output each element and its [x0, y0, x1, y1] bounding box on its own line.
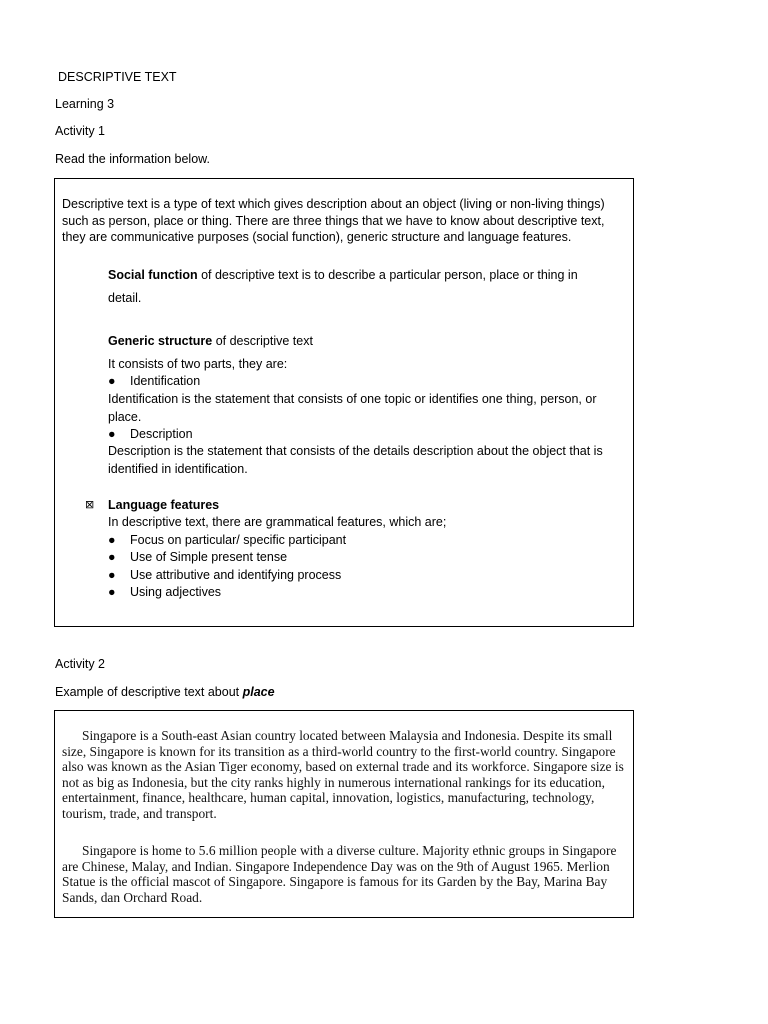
social-function-heading: Social function: [108, 268, 198, 282]
description-label: Description: [130, 427, 193, 441]
paragraph-1-text: Singapore is a South-east Asian country located between Malaysia and Indonesia. Despite its small size, Singapore is known for its transition as a third-world country to the first-world country. Singapore also was known as the Asian Tiger economy, based on external trade and its workforce. Singapore size is not as big as Indonesia, but the city ranks highly in numerous international rankings for its education, entertainment, finance, healthcare, human capital, innovation, logistics, manufacturing, technology, tourism, trade, and transport.: [62, 728, 624, 821]
language-features-intro: In descriptive text, there are grammatical features, which are;: [108, 515, 447, 529]
activity-1-label: Activity 1: [55, 124, 106, 138]
generic-structure-text: of descriptive text: [212, 334, 313, 348]
language-features-heading: Language features: [108, 498, 220, 512]
bullet-icon: ●: [108, 568, 116, 582]
language-feature-item: Use of Simple present tense: [130, 550, 288, 564]
example-caption: [55, 685, 275, 699]
info-box: [54, 178, 634, 627]
identification-description: Identification is the statement that consists of one topic or identifies one thing, person, or place.: [108, 392, 597, 424]
list-item: [108, 532, 346, 550]
generic-structure-section: [108, 333, 628, 351]
identification-label: Identification: [130, 374, 201, 388]
example-paragraph-2: [62, 843, 628, 905]
description-description: Description is the statement that consists of the details description about the object that is identified in identification.: [108, 444, 603, 476]
list-item: [108, 567, 341, 585]
instruction-text: Read the information below.: [55, 152, 210, 166]
activity-2-label: Activity 2: [55, 657, 106, 671]
example-paragraph-1: [62, 728, 628, 821]
checkbox-icon: [85, 335, 97, 347]
intro-paragraph: Descriptive text is a type of text which gives description about an object (living or non-living things) such as person, place or thing. There are three things that we have to know about descriptive text, they are communicative purposes (social function), generic structure and language features.: [62, 197, 605, 244]
social-function-text-continued: detail.: [108, 291, 142, 305]
language-feature-item: Focus on particular/ specific participant: [130, 533, 347, 547]
example-box: [54, 710, 634, 918]
generic-structure-heading: Generic structure: [108, 334, 213, 348]
language-feature-item: Using adjectives: [130, 585, 222, 599]
bullet-icon: ●: [108, 533, 116, 547]
paragraph-2-text: Singapore is home to 5.6 million people with a diverse culture. Majority ethnic groups in Singapore are Chinese, Malay, and Indian. Singapore Independence Day was on the 9th of August 1965. Merlion Statue is the official mascot of Singapore. Singapore is famous for its Garden by the Bay, Marina Bay Sands, dan Orchard Road.: [62, 843, 617, 905]
bullet-icon: ●: [108, 427, 116, 441]
bullet-icon: ●: [108, 585, 116, 599]
identification-bullet: [108, 373, 200, 391]
example-word: place: [242, 685, 275, 699]
checkbox-icon: ⊠: [85, 499, 95, 511]
document-title: DESCRIPTIVE TEXT: [58, 70, 177, 84]
social-function-text: of descriptive text is to describe a particular person, place or thing in: [197, 268, 578, 282]
bullet-icon: ●: [108, 550, 116, 564]
description-bullet: [108, 426, 193, 444]
list-item: [108, 549, 287, 567]
example-prefix: Example of descriptive text about: [55, 685, 243, 699]
list-item: [108, 584, 221, 602]
generic-parts-text: It consists of two parts, they are:: [108, 357, 288, 371]
bullet-icon: ●: [108, 374, 116, 388]
language-feature-item: Use attributive and identifying process: [130, 568, 342, 582]
language-features-section: [108, 497, 628, 515]
social-function-section: [108, 267, 628, 285]
checkbox-icon: [85, 269, 97, 281]
learning-label: Learning 3: [55, 97, 115, 111]
